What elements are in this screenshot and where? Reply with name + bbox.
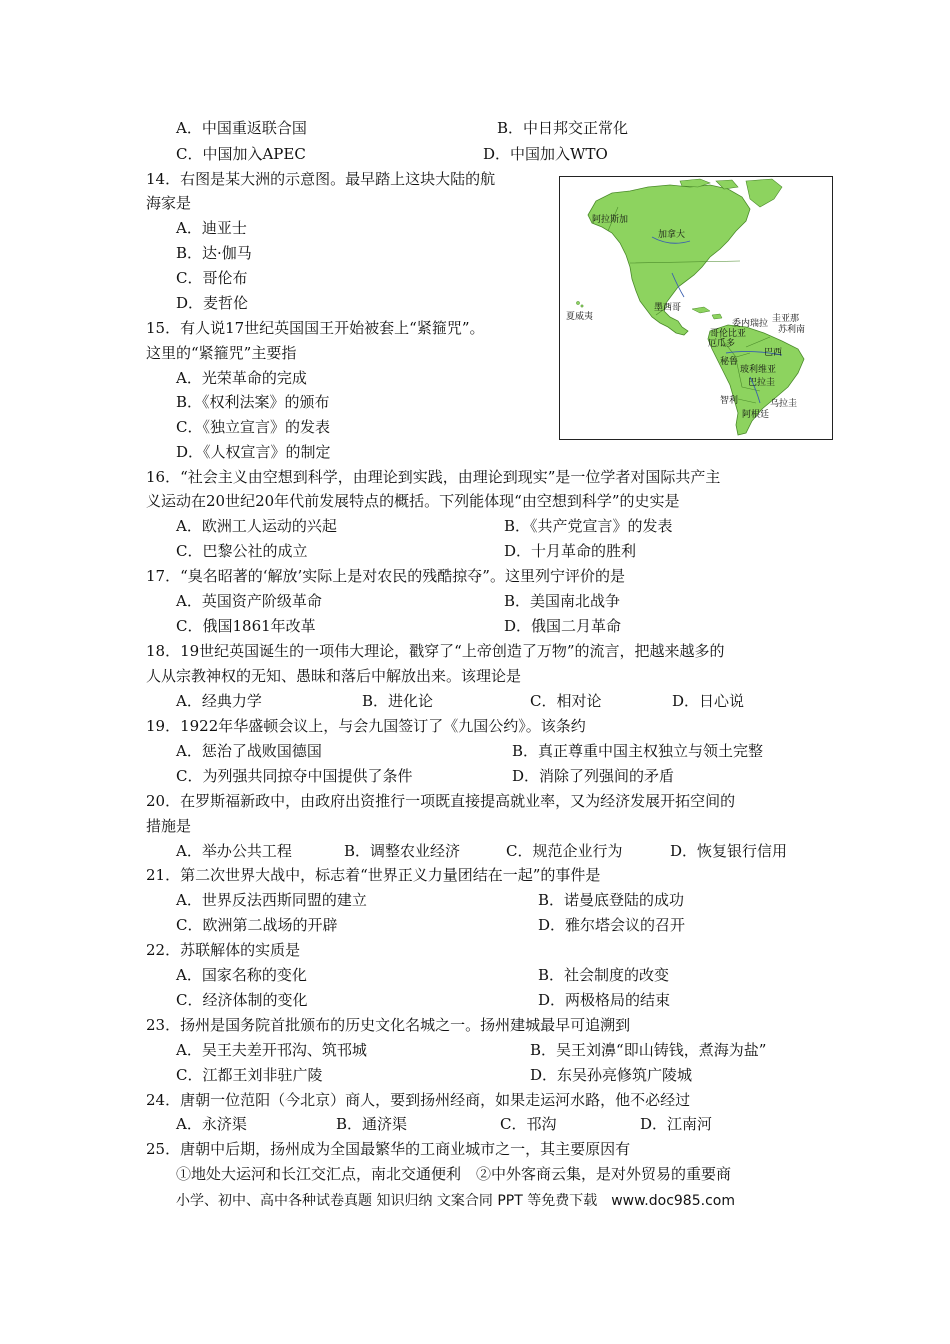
label-mexico: 墨西哥 <box>654 303 682 313</box>
q21-option-d: D．雅尔塔会议的召开 <box>538 916 686 934</box>
label-venezuela: 委内瑞拉 <box>732 319 769 329</box>
label-brazil: 巴西 <box>764 348 783 358</box>
q14-option-a: A．迪亚士 <box>176 219 247 237</box>
americas-map-drawing <box>560 177 831 438</box>
q15-option-b: B．《权利法案》的颁布 <box>176 393 330 411</box>
q13-option-c: C．中国加入APEC <box>176 145 306 163</box>
q19-stem: 19．1922年华盛顿会议上，与会九国签订了《九国公约》。该条约 <box>146 717 586 735</box>
label-peru: 秘鲁 <box>720 357 739 367</box>
q22-option-b: B．社会制度的改变 <box>538 966 670 984</box>
americas-map <box>559 176 833 440</box>
q20-option-d: D．恢复银行信用 <box>670 842 788 860</box>
label-colombia: 哥伦比亚 <box>710 329 747 339</box>
q15-option-a: A．光荣革命的完成 <box>176 369 307 387</box>
q21-stem: 21．第二次世界大战中，标志着“世界正义力量团结在一起”的事件是 <box>146 866 601 884</box>
q16-stem-line1: 16．“社会主义由空想到科学，由理论到实践，由理论到现实”是一位学者对国际共产主 <box>146 468 721 486</box>
q23-option-c: C．江都王刘非驻广陵 <box>176 1066 323 1084</box>
q15-option-c: C．《独立宣言》的发表 <box>176 418 330 436</box>
q13-option-b: B．中日邦交正常化 <box>497 119 629 137</box>
q25-stem: 25．唐朝中后期，扬州成为全国最繁华的工商业城市之一，其主要原因有 <box>146 1140 631 1158</box>
q24-stem: 24．唐朝一位范阳（今北京）商人，要到扬州经商，如果走运河水路，他不必经过 <box>146 1091 691 1109</box>
q15-option-d: D．《人权宣言》的制定 <box>176 443 331 461</box>
q18-option-a: A．经典力学 <box>176 692 262 710</box>
label-canada: 加拿大 <box>658 230 686 240</box>
q22-option-d: D．两极格局的结束 <box>538 991 671 1009</box>
q17-option-c: C．俄国1861年改革 <box>176 617 316 635</box>
q19-option-b: B．真正尊重中国主权独立与领土完整 <box>512 742 764 760</box>
q18-stem-line1: 18．19世纪英国诞生的一项伟大理论，戳穿了“上帝创造了万物”的流言，把越来越多的 <box>146 642 725 660</box>
q19-option-c: C．为列强共同掠夺中国提供了条件 <box>176 767 413 785</box>
label-argentina: 阿根廷 <box>742 410 770 420</box>
q14-option-c: C．哥伦布 <box>176 269 248 287</box>
q17-option-d: D．俄国二月革命 <box>504 617 622 635</box>
q23-option-a: A．吴王夫差开邗沟、筑邗城 <box>176 1041 367 1059</box>
label-guyana: 圭亚那 <box>772 314 800 324</box>
q21-option-c: C．欧洲第二战场的开辟 <box>176 916 338 934</box>
greenland <box>746 179 782 207</box>
label-bolivia: 玻利维亚 <box>740 365 777 375</box>
caribbean-islands <box>692 307 722 319</box>
q25-choices: ①地处大运河和长江交汇点，南北交通便利 ②中外客商云集，是对外贸易的重要商 <box>176 1165 732 1183</box>
label-alaska: 阿拉斯加 <box>592 215 629 225</box>
q23-option-b: B．吴王刘濞“即山铸钱，煮海为盐” <box>530 1041 767 1059</box>
q14-stem-line1: 14．右图是某大洲的示意图。最早踏上这块大陆的航 <box>146 170 496 188</box>
q18-option-b: B．进化论 <box>362 692 434 710</box>
q17-option-b: B．美国南北战争 <box>504 592 621 610</box>
q13-option-a: A．中国重返联合国 <box>176 119 307 137</box>
q14-option-d: D．麦哲伦 <box>176 294 249 312</box>
label-chile: 智利 <box>720 396 739 406</box>
q19-option-d: D．消除了列强间的矛盾 <box>512 767 675 785</box>
label-ecuador: 厄瓜多 <box>708 339 736 349</box>
q21-option-b: B．诺曼底登陆的成功 <box>538 891 685 909</box>
q17-stem: 17．“臭名昭著的‘解放’实际上是对农民的残酷掠夺”。这里列宁评价的是 <box>146 567 625 585</box>
q24-option-c: C．邗沟 <box>500 1115 557 1133</box>
label-hawaii: 夏威夷 <box>566 312 594 322</box>
q14-stem-line2: 海家是 <box>146 194 192 212</box>
q14-option-b: B．达·伽马 <box>176 244 252 262</box>
q24-option-a: A．永济渠 <box>176 1115 247 1133</box>
hawaii-island-2 <box>581 305 583 307</box>
q13-option-d: D．中国加入WTO <box>483 145 608 163</box>
q20-stem-line2: 措施是 <box>146 817 192 835</box>
label-paraguay: 巴拉圭 <box>748 378 776 388</box>
q20-option-b: B．调整农业经济 <box>344 842 461 860</box>
q22-stem: 22．苏联解体的实质是 <box>146 941 301 959</box>
q20-option-a: A．举办公共工程 <box>176 842 292 860</box>
q16-stem-line2: 义运动在20世纪20年代前发展特点的概括。下列能体现“由空想到科学”的史实是 <box>146 492 680 510</box>
q20-stem-line1: 20．在罗斯福新政中，由政府出资推行一项既直接提高就业率，又为经济发展开拓空间的 <box>146 792 736 810</box>
q15-stem-line2: 这里的“紧箍咒”主要指 <box>146 344 297 362</box>
footer-watermark: 小学、初中、高中各种试卷真题 知识归纳 文案合同 PPT 等免费下载 www.doc985.com <box>176 1193 735 1209</box>
label-suriname: 苏利南 <box>778 325 806 335</box>
q18-option-c: C．相对论 <box>530 692 602 710</box>
q17-option-a: A．英国资产阶级革命 <box>176 592 322 610</box>
q21-option-a: A．世界反法西斯同盟的建立 <box>176 891 367 909</box>
q24-option-d: D．江南河 <box>640 1115 713 1133</box>
q16-option-d: D．十月革命的胜利 <box>504 542 637 560</box>
q22-option-a: A．国家名称的变化 <box>176 966 307 984</box>
q23-stem: 23．扬州是国务院首批颁布的历史文化名城之一。扬州建城最早可追溯到 <box>146 1016 631 1034</box>
q23-option-d: D．东吴孙亮修筑广陵城 <box>530 1066 693 1084</box>
q18-option-d: D．日心说 <box>672 692 745 710</box>
q16-option-a: A．欧洲工人运动的兴起 <box>176 517 337 535</box>
label-uruguay: 乌拉圭 <box>770 399 798 409</box>
q22-option-c: C．经济体制的变化 <box>176 991 308 1009</box>
q18-stem-line2: 人从宗教神权的无知、愚昧和落后中解放出来。该理论是 <box>146 667 522 685</box>
hawaii-island <box>576 301 579 304</box>
q15-stem-line1: 15．有人说17世纪英国国王开始被套上“紧箍咒”。 <box>146 319 485 337</box>
q24-option-b: B．通济渠 <box>336 1115 408 1133</box>
q16-option-c: C．巴黎公社的成立 <box>176 542 308 560</box>
q16-option-b: B．《共产党宣言》的发表 <box>504 517 673 535</box>
q19-option-a: A．惩治了战败国德国 <box>176 742 322 760</box>
q20-option-c: C．规范企业行为 <box>506 842 623 860</box>
